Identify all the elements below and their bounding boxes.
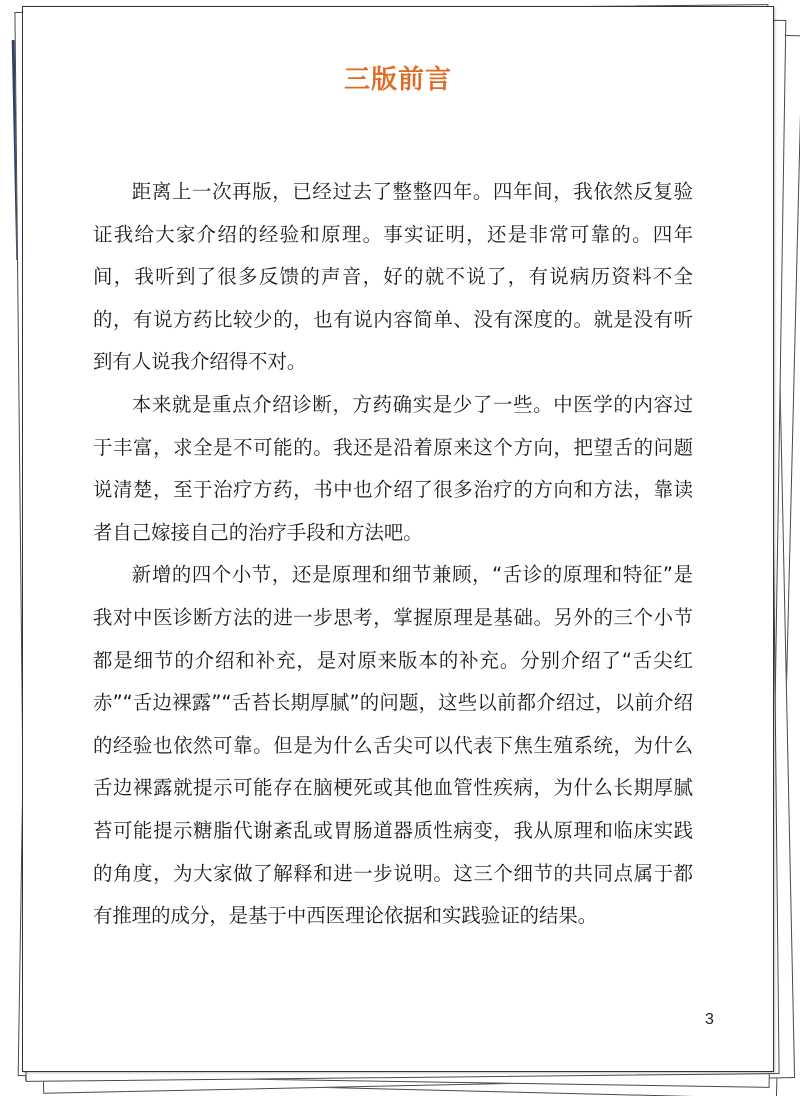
preface-body bbox=[93, 171, 693, 938]
page-number: 3 bbox=[705, 1011, 714, 1028]
page-title: 三版前言 bbox=[343, 65, 452, 95]
paragraph: 本来就是重点介绍诊断，方药确实是少了一些。中医学的内容过于丰富，求全是不可能的。我还是沿着原来这个方向，把望舌的问题说清楚，至于治疗方药，书中也介绍了很多治疗的方向和方法，靠读者自己嫁接自己的治疗手段和方法吧。 bbox=[93, 392, 693, 544]
document-page bbox=[22, 6, 774, 1072]
paragraph: 距离上一次再版，已经过去了整整四年。四年间，我依然反复验证我给大家介绍的经验和原理。事实证明，还是非常可靠的。四年间，我听到了很多反馈的声音，好的就不说了，有说病历资料不全的，有说方药比较少的，也有说内容简单、没有深度的。就是没有听到有人说我介绍得不对。 bbox=[93, 180, 693, 374]
paragraph: 新增的四个小节，还是原理和细节兼顾，“舌诊的原理和特征”是我对中医诊断方法的进一步思考，掌握原理是基础。另外的三个小节都是细节的介绍和补充，是对原来版本的补充。分别介绍了“舌尖红赤”“舌边裸露”“舌苔长期厚腻”的问题，这些以前都介绍过，以前介绍的经验也依然可靠。但是为什么舌尖可以代表下焦生殖系统，为什么舌边裸露就提示可能存在脑梗死或其他血管性疾病，为什么长期厚腻苔可能提示糖脂代谢紊乱或胃肠道器质性病变，我从原理和临床实践的角度，为大家做了解释和进一步说明。这三个细节的共同点属于都有推理的成分，是基于中西医理论依据和实践验证的结果。 bbox=[93, 563, 693, 928]
